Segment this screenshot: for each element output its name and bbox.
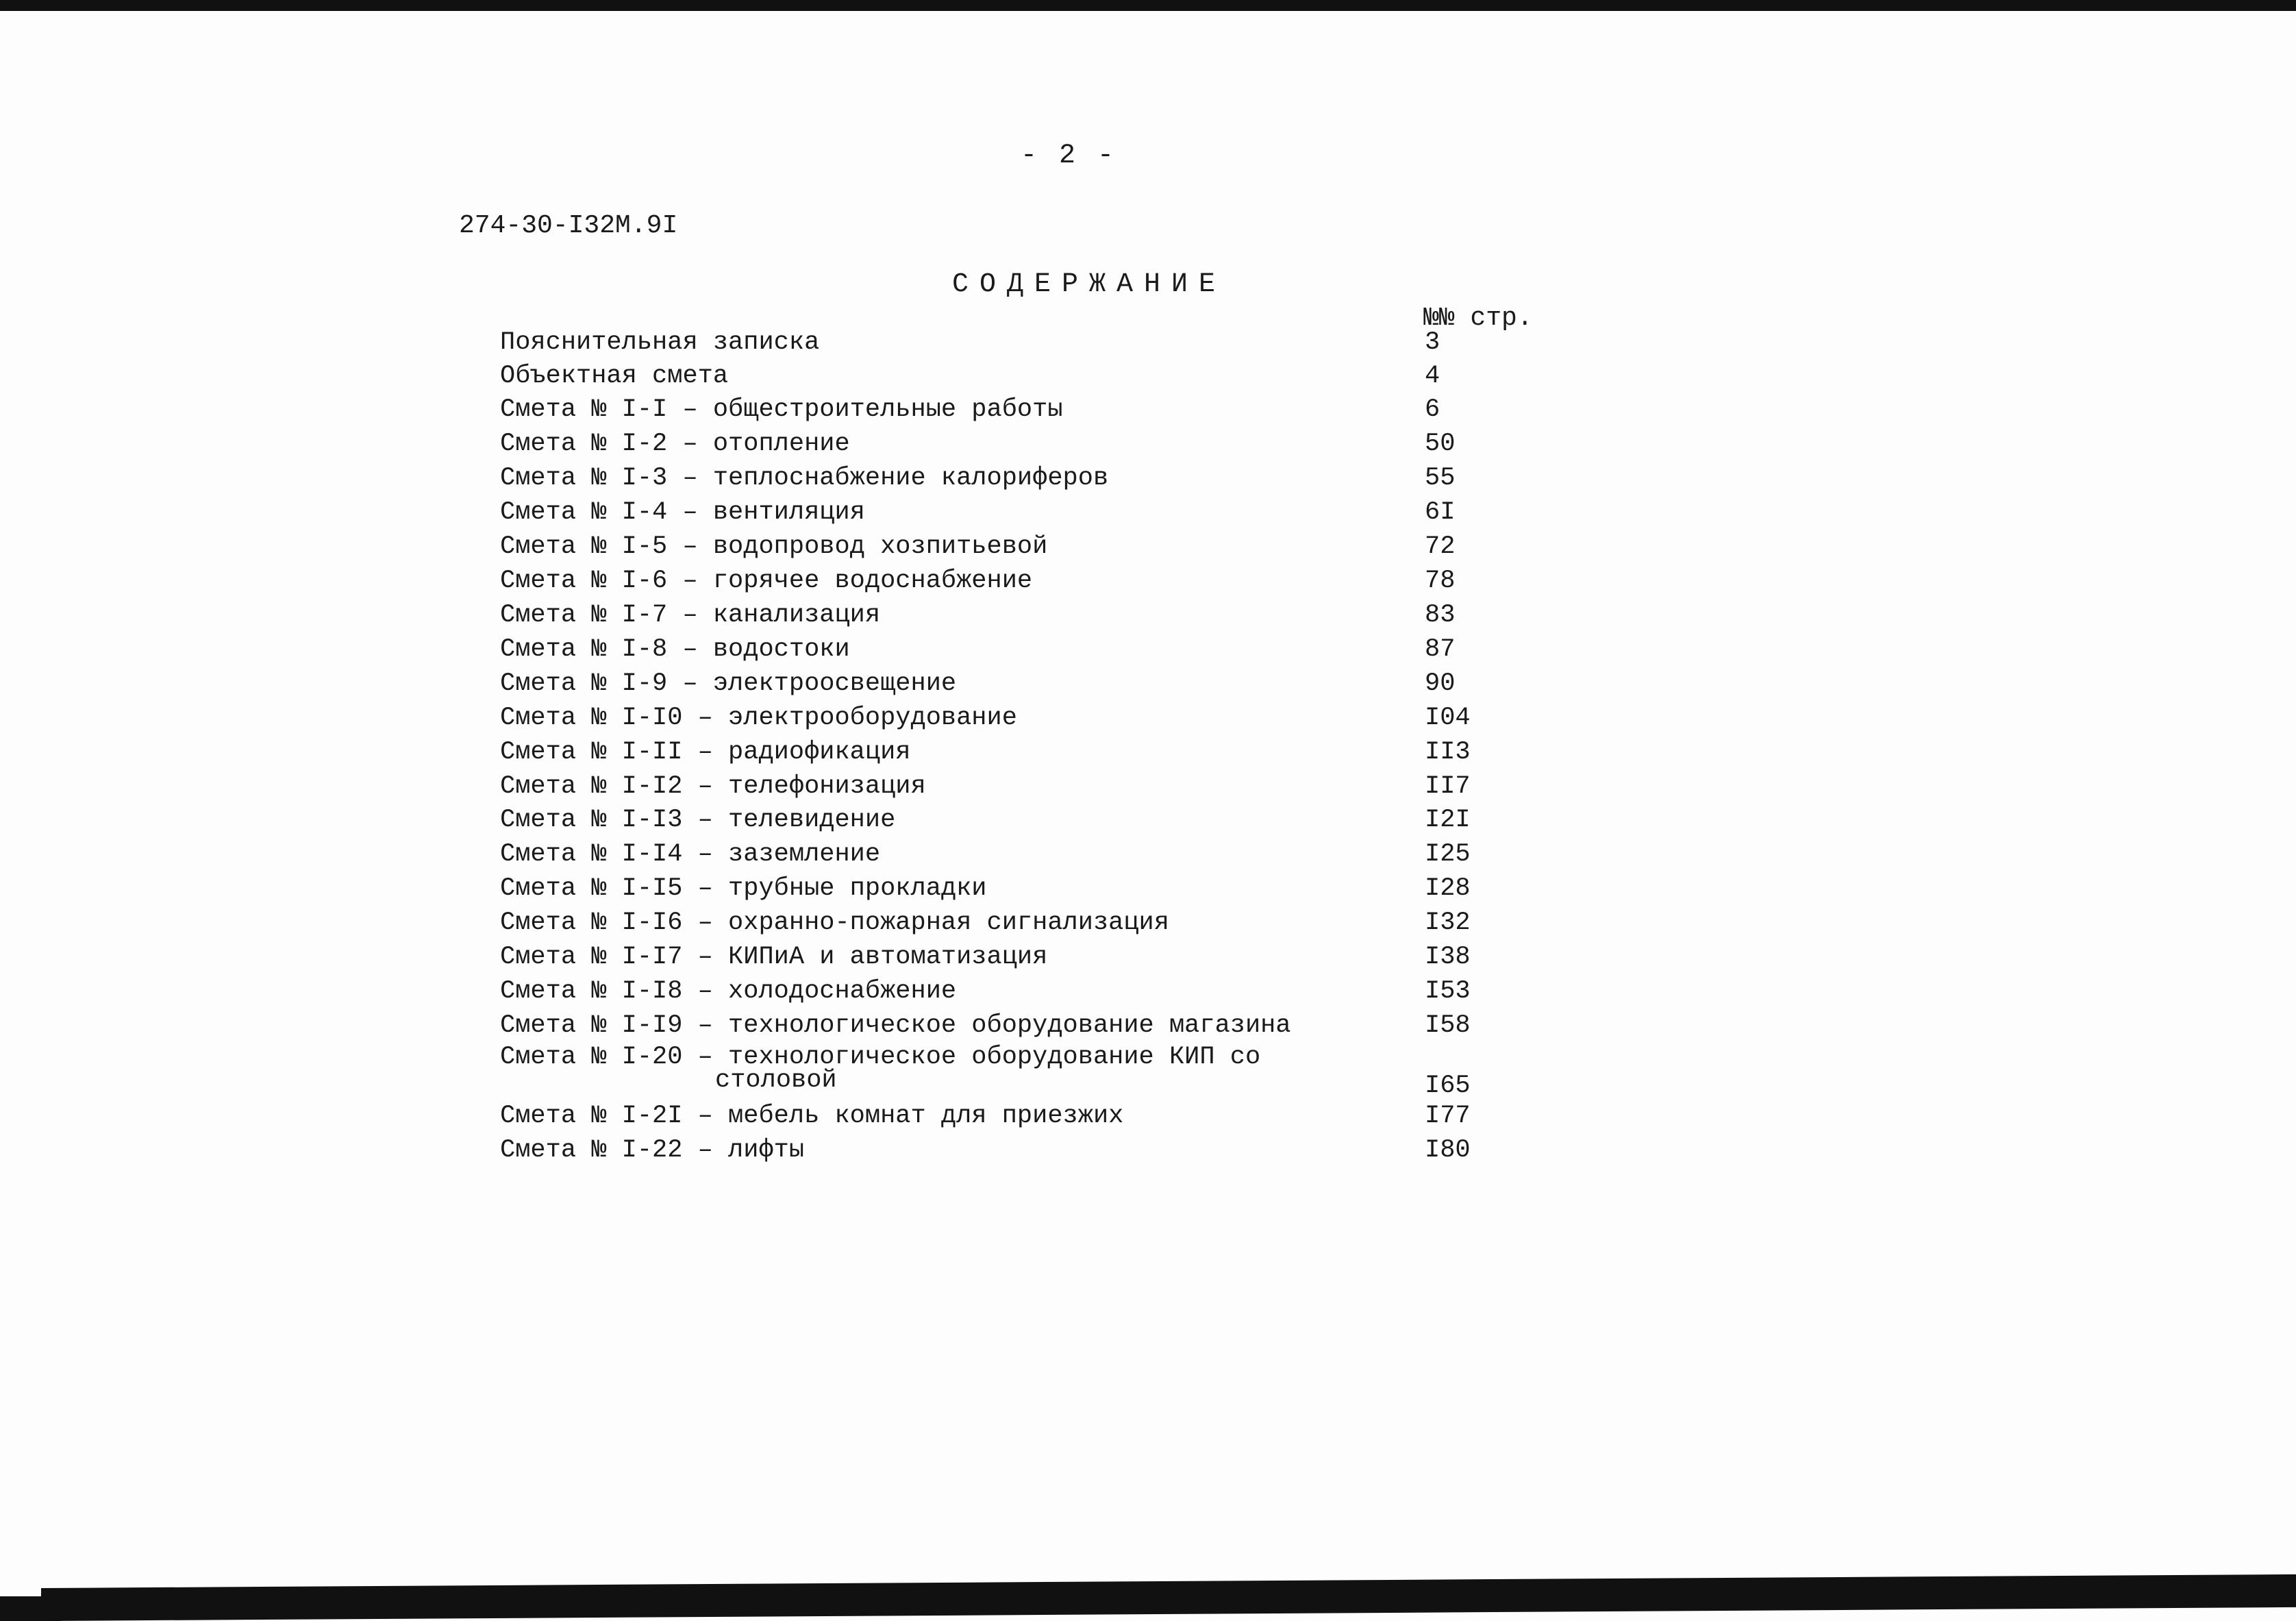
toc-page: I77: [1425, 1102, 1471, 1130]
toc-page: 83: [1425, 601, 1456, 630]
toc-text-line: Смета № I-20 – технологическое оборудование КИП со: [500, 1043, 1261, 1072]
toc-page: I25: [1425, 840, 1471, 869]
toc-page: I53: [1425, 977, 1471, 1006]
toc-text: Смета № I-I4 – заземление: [500, 840, 881, 869]
toc-page: II3: [1425, 738, 1471, 767]
scan-border-bottom: [41, 1574, 2296, 1621]
toc-text-continuation: столовой: [715, 1066, 837, 1095]
toc-text: Смета № I-I0 – электрооборудование: [500, 704, 1017, 732]
toc-text: Смета № I-7 – канализация: [500, 601, 881, 630]
toc-text: Смета № I-3 – теплоснабжение калориферов: [500, 464, 1109, 493]
toc-text: Объектная смета: [500, 362, 729, 391]
toc-page: I38: [1425, 943, 1471, 972]
toc-text: Смета № I-2 – отопление: [500, 430, 850, 458]
toc-text: Пояснительная записка: [500, 328, 820, 357]
toc-text: Смета № I-9 – электроосвещение: [500, 669, 957, 698]
toc-text: Смета № I-I6 – охранно-пожарная сигнализация: [500, 908, 1169, 937]
contents-title: СОДЕРЖАНИЕ: [952, 269, 1227, 300]
toc-text: Смета № I-II – радиофикация: [500, 738, 911, 767]
toc-text: Смета № I-22 – лифты: [500, 1136, 805, 1165]
toc-text: Смета № I-5 – водопровод хозпитьевой: [500, 532, 1048, 561]
toc-page: 50: [1425, 430, 1456, 458]
toc-page: 55: [1425, 464, 1456, 493]
toc-text: Смета № I-I7 – КИПиА и автоматизация: [500, 943, 1048, 972]
toc-page: I32: [1425, 908, 1471, 937]
toc-text: Смета № I-I3 – телевидение: [500, 806, 896, 834]
toc-page: 90: [1425, 669, 1456, 698]
toc-page: 6: [1425, 395, 1440, 424]
page-number: - 2 -: [1021, 140, 1117, 171]
toc-page: 87: [1425, 635, 1456, 664]
toc-page: 72: [1425, 532, 1456, 561]
toc-text: Смета № I-2I – мебель комнат для приезжих: [500, 1102, 1124, 1130]
toc-page: 78: [1425, 567, 1456, 595]
toc-page: 4: [1425, 362, 1440, 391]
toc-text: Смета № I-I2 – телефонизация: [500, 772, 926, 801]
toc-page: 6I: [1425, 498, 1456, 527]
toc-page: I58: [1425, 1011, 1471, 1040]
toc-page: II7: [1425, 772, 1471, 801]
toc-page: I65: [1425, 1072, 1471, 1100]
scan-border-top: [0, 0, 2296, 11]
toc-page: I2I: [1425, 806, 1471, 834]
toc-text: Смета № I-6 – горячее водоснабжение: [500, 567, 1033, 595]
toc-text: Смета № I-I – общестроительные работы: [500, 395, 1063, 424]
toc-text: Смета № I-I8 – холодоснабжение: [500, 977, 957, 1006]
toc-text: Смета № I-I9 – технологическое оборудование магазина: [500, 1011, 1291, 1040]
page-column-header: №№ стр.: [1423, 304, 1533, 333]
toc-page: I04: [1425, 704, 1471, 732]
toc-text: Смета № I-4 – вентиляция: [500, 498, 865, 527]
toc-page: I28: [1425, 874, 1471, 903]
toc-text: Смета № I-8 – водостоки: [500, 635, 850, 664]
toc-text: Смета № I-I5 – трубные прокладки: [500, 874, 987, 903]
toc-page: 3: [1425, 328, 1440, 357]
toc-page: I80: [1425, 1136, 1471, 1165]
toc-text: [500, 1043, 1261, 1095]
document-code: 274-30-I32М.9I: [459, 211, 678, 240]
